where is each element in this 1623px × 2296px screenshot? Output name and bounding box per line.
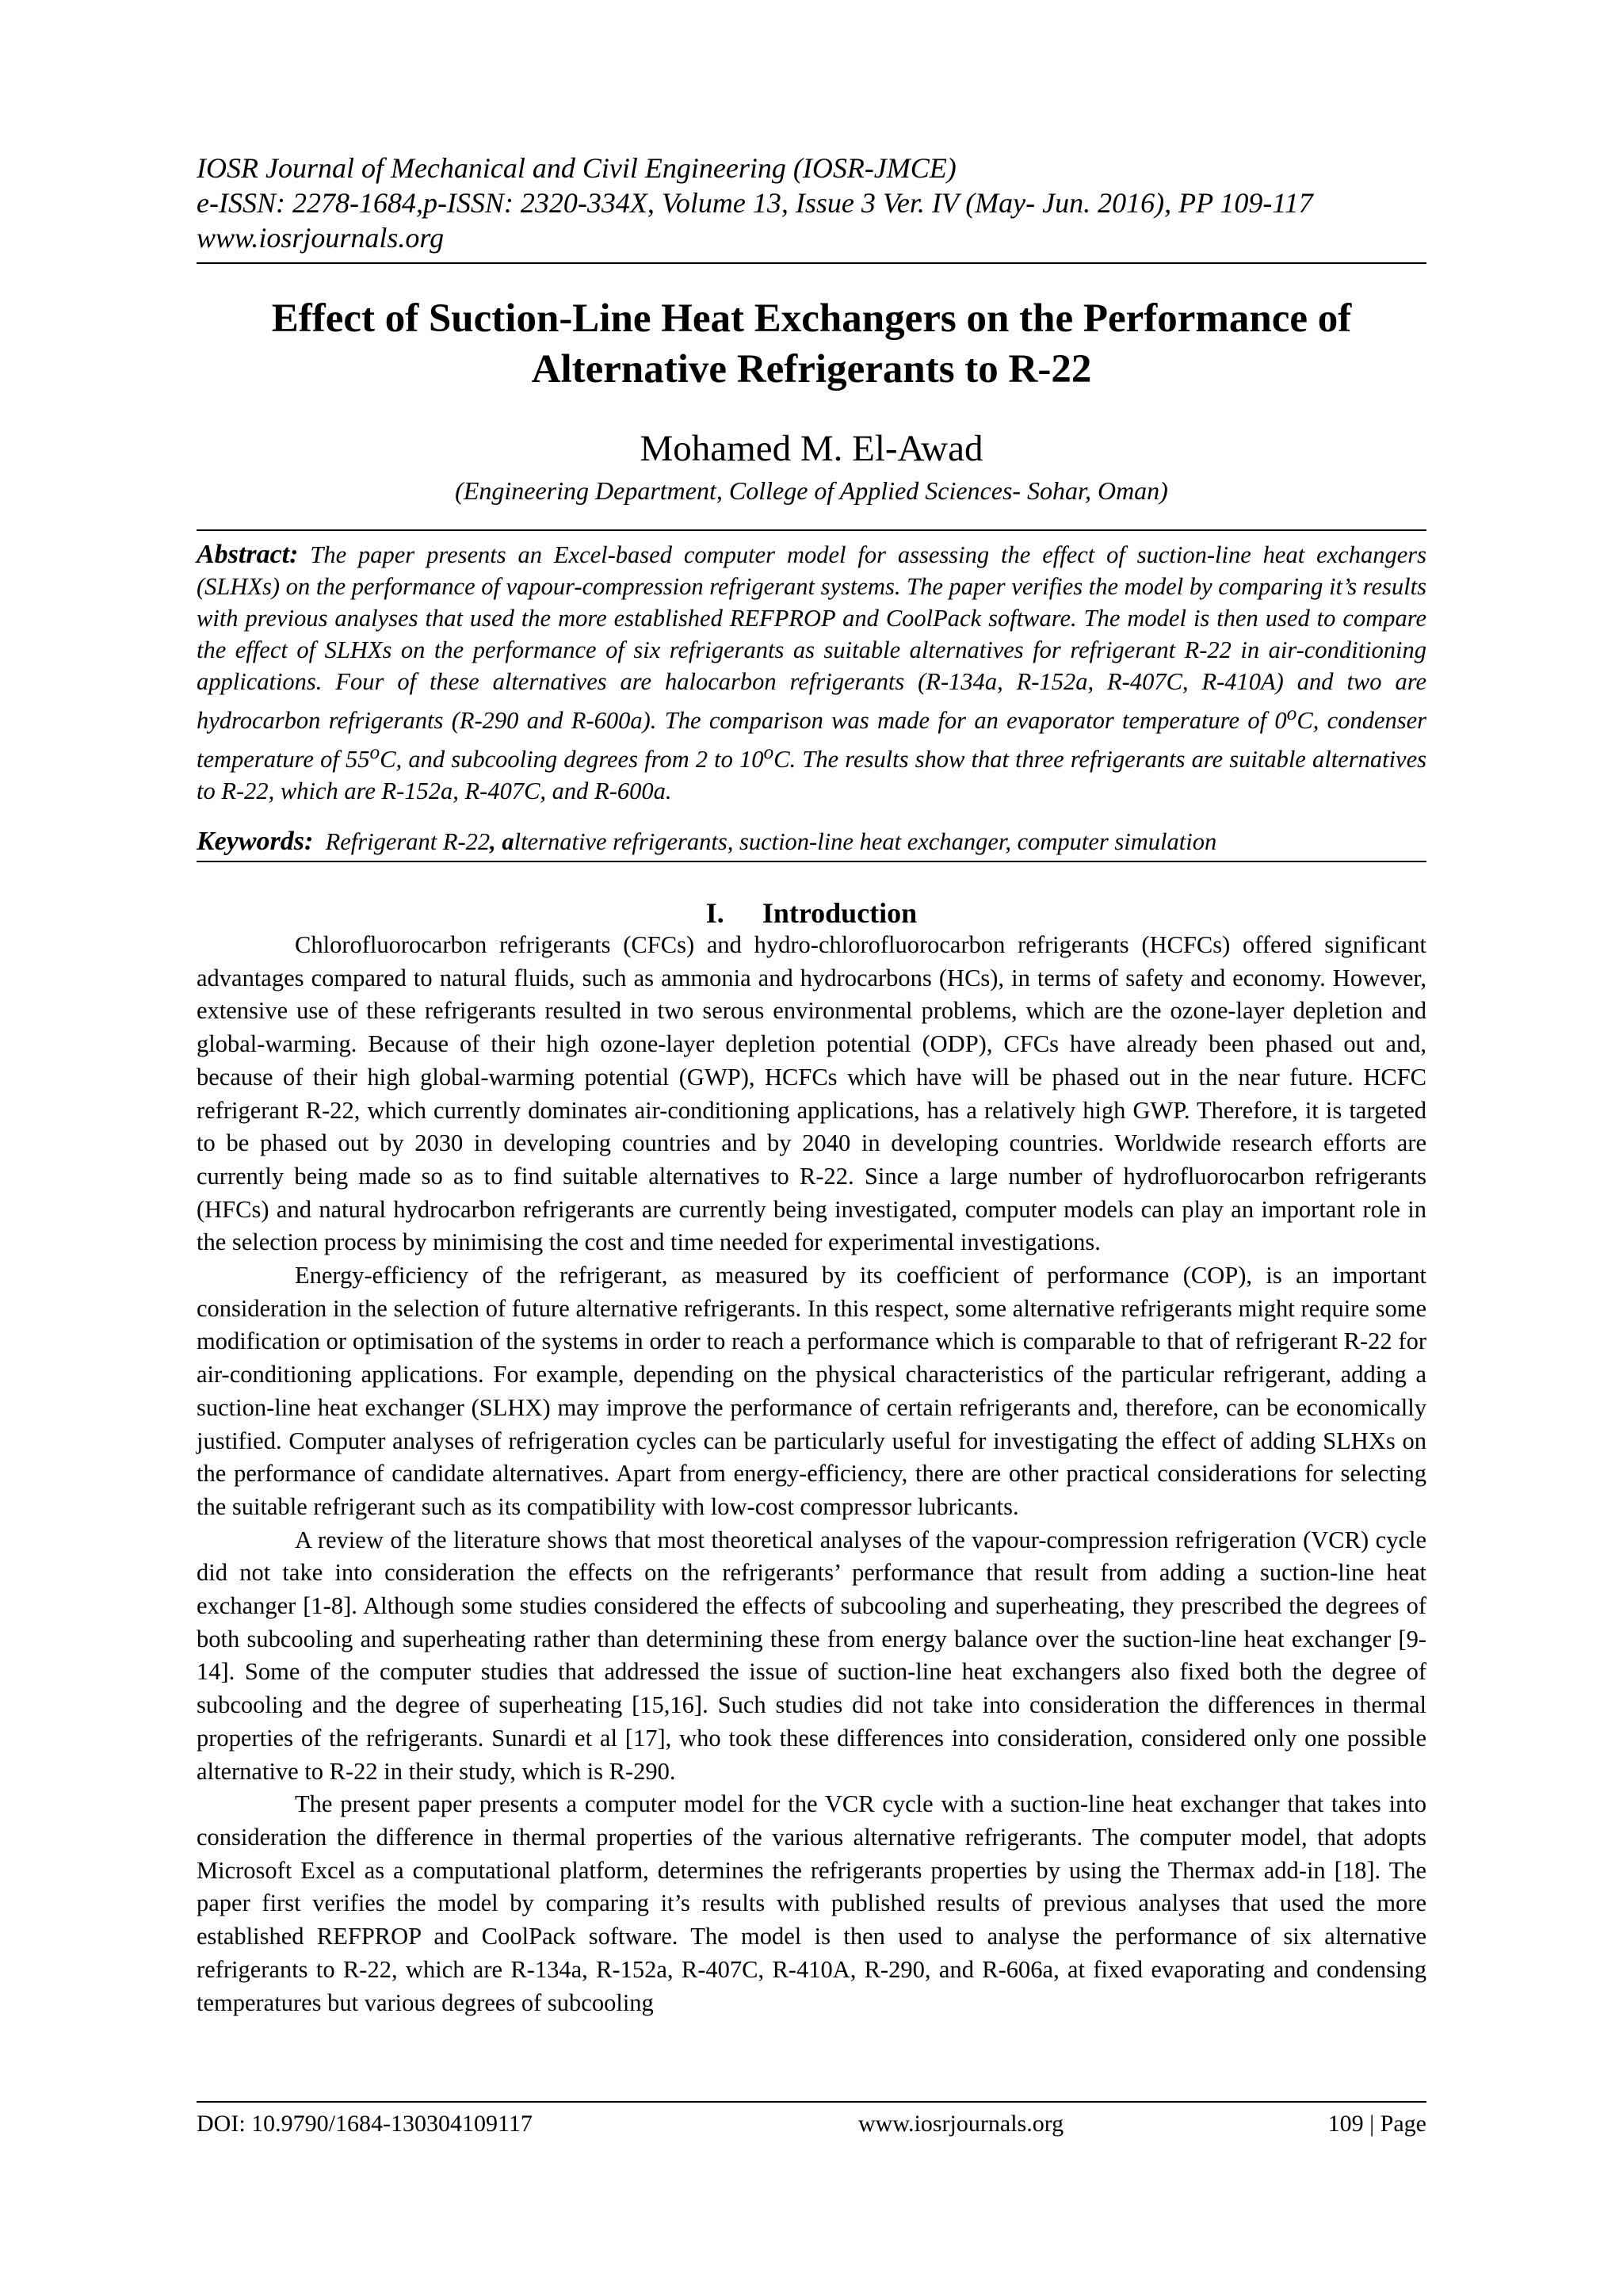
paragraph: Energy-efficiency of the refrigerant, as measured by its coefficient of performance (COP), is an important consideration in the selection of future alternative refrigerants. In this respect, some alternative refrigerants might require some modification or optimisation of the systems in order to reach a performance which is comparable to that of refrigerant R-22 for air-conditioning applications. For example, depending on the physical characteristics of the particular refrigerant, adding a suction-line heat exchanger (SLHX) may improve the performance of certain refrigerants and, therefore, can be economically justified. Computer analyses of refrigeration cycles can be particularly useful for investigating the effect of adding SLHXs on the performance of candidate alternatives. Apart from energy-efficiency, there are other practical considerations for selecting the suitable refrigerant such as its compatibility with low-cost compressor lubricants. [197,1262,1426,1520]
abstract-text-2: C, condenser temperature of 55 [197,707,1427,774]
header-divider [197,262,1426,264]
footer-page-number: 109 | Page [1327,2111,1426,2137]
degree-sup-2: o [369,741,380,764]
paragraph: The present paper presents a computer model for the VCR cycle with a suction-line heat exchanger that takes into consideration the difference in thermal properties of the various alternative refrigerants. The computer model, that adopts Microsoft Excel as a computational platform, determines the refrigerants properties by using the Thermax add-in [18]. The paper first verifies the model by comparing it’s results with published results of previous analyses that used the more established REFPROP and CoolPack software. The model is then used to analyse the performance of six alternative refrigerants to R-22, which are R-134a, R-152a, R-407C, R-410A, R-290, and R-606a, at fixed evaporating and condensing temperatures but various degrees of subcooling [197,1790,1426,2016]
paragraph: A review of the literature shows that most theoretical analyses of the vapour-compression refrigeration (VCR) cycle did not take into consideration the effects on the refrigerants’ performance that result from adding a suction-line heat exchanger [1-8]. Although some studies considered the effects of subcooling and superheating, they prescribed the degrees of both subcooling and superheating rather than determining these from energy balance over the suction-line heat exchanger [9-14]. Some of the computer studies that addressed the issue of suction-line heat exchangers also fixed both the degree of subcooling and the degree of superheating [15,16]. Such studies did not take into consideration the differences in thermal properties of the refrigerants. Sunardi et al [17], who took these differences into consideration, considered only one possible alternative to R-22 in their study, which is R-290. [197,1526,1426,1785]
abstract-text-3: C, and subcooling degrees from 2 to 10 [380,746,764,774]
abstract [197,539,1426,807]
footer-doi: DOI: 10.9790/1684-130304109117 [197,2111,533,2137]
journal-website: www.iosrjournals.org [197,222,445,254]
issn-line: e-ISSN: 2278-1684,p-ISSN: 2320-334X, Volume 13, Issue 3 Ver. IV (May- Jun. 2016), PP 109-117 [197,187,1313,219]
abstract-text-1: The paper presents an Excel-based computer model for assessing the effect of suction-line heat exchangers (SLHXs) on the performance of vapour-compression refrigerant systems. The paper verifies the model by comparing it’s results with previous analyses that used the more established REFPROP and CoolPack software. The model is then used to compare the effect of SLHXs on the performance of six refrigerants as suitable alternatives for refrigerant R-22 in air-conditioning applications. Four of these alternatives are halocarbon refrigerants (R-134a, R-152a, R-407C, R-410A) and two are hydrocarbon refrigerants (R-290 and R-600a). The comparison was made for an evaporator temperature of 0 [197,541,1426,735]
keywords-text-2: lternative refrigerants, suction-line heat exchanger, computer simulation [514,828,1217,855]
journal-name: IOSR Journal of Mechanical and Civil Engineering (IOSR-JMCE) [197,152,957,184]
title-line-2: Alternative Refrigerants to R-22 [531,347,1092,392]
paragraph: Chlorofluorocarbon refrigerants (CFCs) and hydro-chlorofluorocarbon refrigerants (HCFCs) offered significant advantages compared to natural fluids, such as ammonia and hydrocarbons (HCs), in terms of safety and economy. However, extensive use of these refrigerants resulted in two serous environmental problems, which are the ozone-layer depletion and global-warming. Because of their high ozone-layer depletion potential (ODP), CFCs have already been phased out and, because of their high global-warming potential (GWP), HCFCs which have will be phased out in the near future. HCFC refrigerant R-22, which currently dominates air-conditioning applications, has a relatively high GWP. Therefore, it is targeted to be phased out by 2030 in developing countries and by 2040 in developing countries. Worldwide research efforts are currently being made so as to find suitable alternatives to R-22. Since a large number of hydrofluorocarbon refrigerants (HFCs) and natural hydrocarbon refrigerants are currently being investigated, computer models can play an important role in the selection process by minimising the cost and time needed for experimental investigations. [197,931,1426,1256]
section-title: Introduction [762,897,918,929]
footer-website: www.iosrjournals.org [858,2111,1064,2137]
keywords-bold: , a [490,828,514,855]
section-heading [197,896,1426,930]
abstract-label: Abstract: [197,540,299,569]
section-number: I. [705,897,724,929]
keywords [197,826,1426,858]
degree-sup-3: o [763,741,774,764]
footer-divider [197,2101,1426,2103]
author-affiliation: (Engineering Department, College of Applied Sciences- Sohar, Oman) [455,476,1168,505]
keywords-label: Keywords: [197,827,314,856]
keywords-text-1: Refrigerant R-22 [313,828,491,855]
degree-sup-1: o [1286,702,1297,724]
abstract-text-4: C. The results show that three refrigerants are suitable alternatives to R-22, which are R-152a, R-407C, and R-600a. [197,746,1426,805]
title-line-1: Effect of Suction-Line Heat Exchangers on the Performance of [271,296,1352,341]
journal-header [197,151,1426,255]
author-name: Mohamed M. El-Awad [640,428,983,469]
body-text [197,929,1426,2019]
abstract-divider [197,529,1426,531]
keywords-divider [197,861,1426,862]
paper-title [197,293,1426,395]
